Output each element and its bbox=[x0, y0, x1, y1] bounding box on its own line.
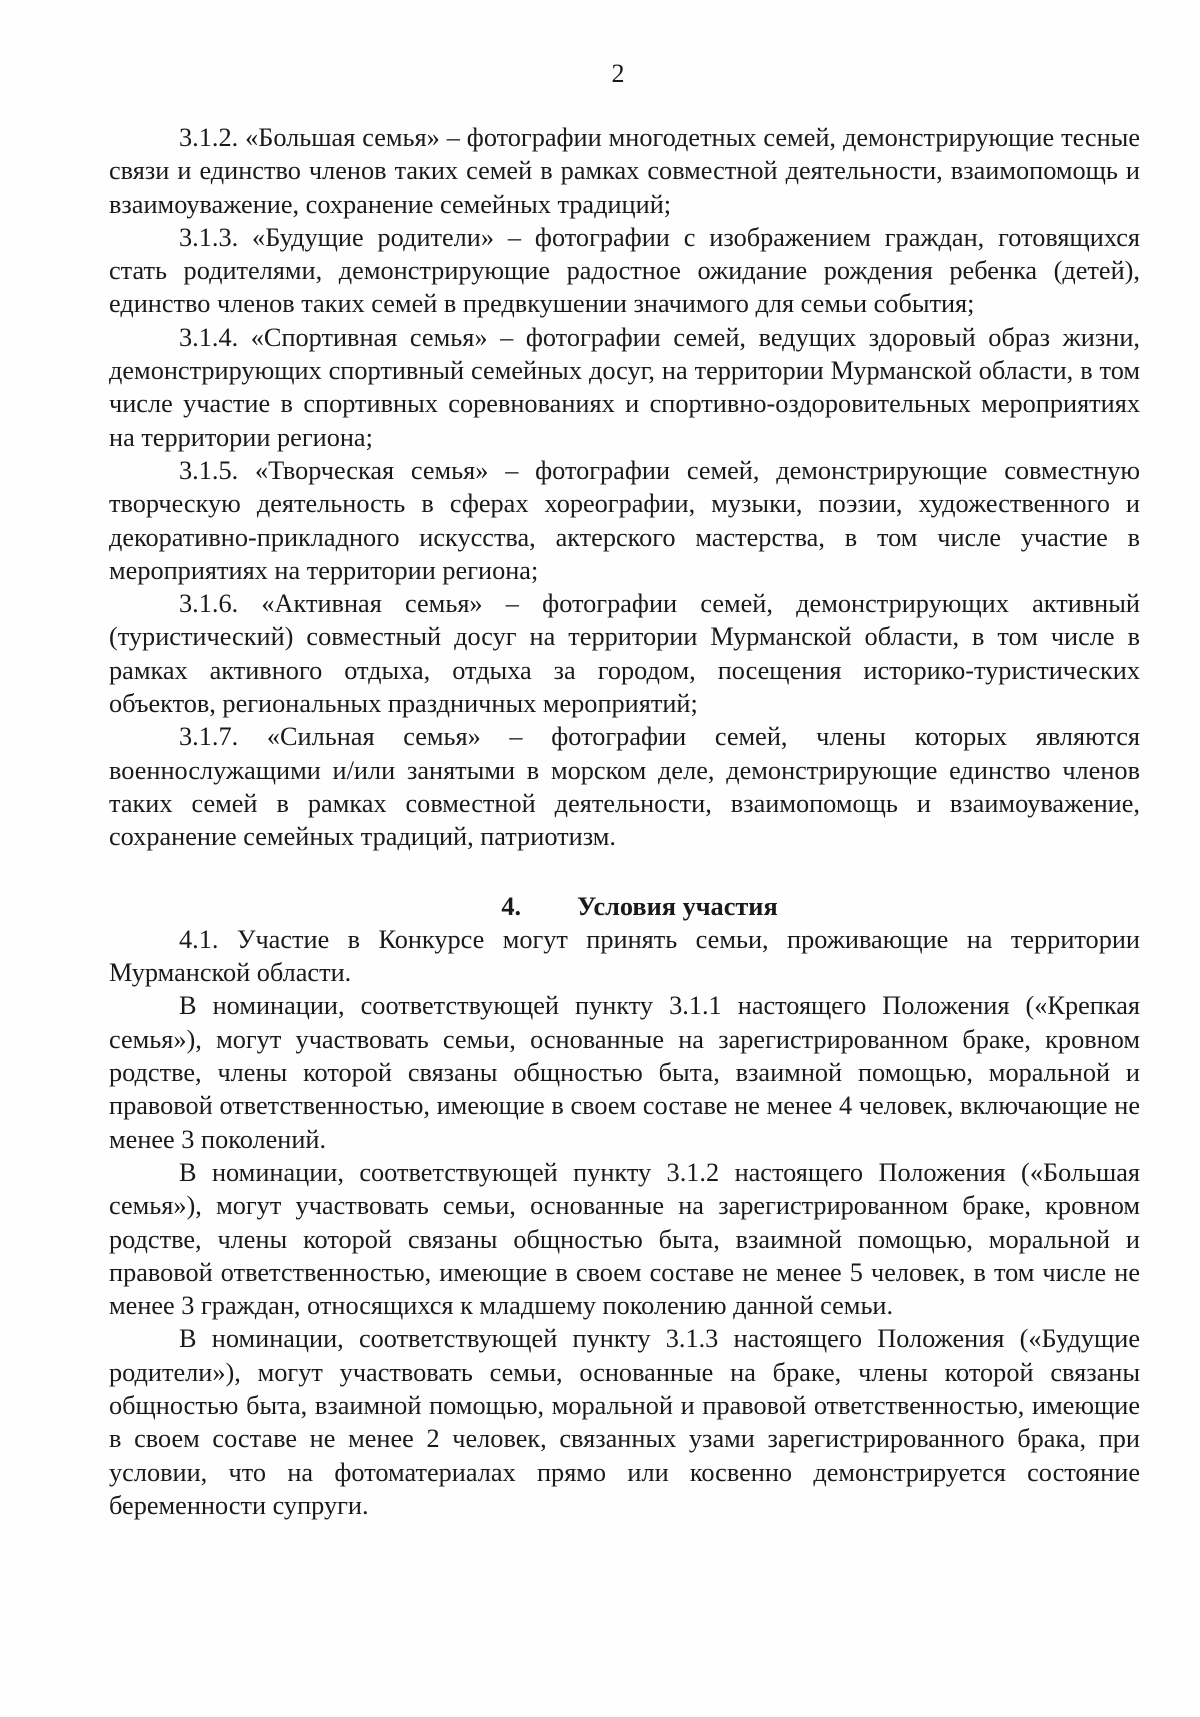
item-3-1-6: 3.1.6. «Активная семья» – фотографии семей, демонстрирующих активный (туристический) совместный досуг на территории Мурманской области, в том числе в рамках активного отдыха, отдыха за городом, посещения историко-туристических объектов, региональных праздничных мероприятий; bbox=[109, 589, 1140, 719]
item-3-1-3: 3.1.3. «Будущие родители» – фотографии с изображением граждан, готовящихся стать родителями, демонстрирующие радостное ожидание рождения ребенка (детей), единство членов таких семей в предвкушении значимого для семьи события; bbox=[109, 222, 1140, 319]
section-4-content bbox=[109, 923, 1140, 1522]
item-3-1-5: 3.1.5. «Творческая семья» – фотографии семей, демонстрирующие совместную творческую деятельность в сферах хореографии, музыки, поэзии, художественного и декоративно-прикладного искусства, актерского мастерства, в том числе участие в мероприятиях на территории региона; bbox=[109, 455, 1140, 585]
paragraph-4-1: 4.1. Участие в Конкурсе могут принять семьи, проживающие на территории Мурманской области. bbox=[109, 924, 1140, 988]
section-4-heading bbox=[109, 890, 1140, 923]
paragraph-nomination-3-1-1: В номинации, соответствующей пункту 3.1.1 настоящего Положения («Крепкая семья»), могут участвовать семьи, основанные на зарегистрированном браке, кровном родстве, члены которой связаны общностью быта, взаимной помощью, моральной и правовой ответственностью, имеющие в своем составе не менее 4 человек, включающие не менее 3 поколений. bbox=[109, 991, 1140, 1154]
item-3-1-2: 3.1.2. «Большая семья» – фотографии многодетных семей, демонстрирующие тесные связи и единство членов таких семей в рамках совместной деятельности, взаимопомощь и взаимоуважение, сохранение семейных традиций; bbox=[109, 123, 1140, 219]
page-number: 2 bbox=[611, 59, 625, 88]
section-4-title: Условия участия bbox=[577, 891, 778, 921]
item-3-1-4: 3.1.4. «Спортивная семья» – фотографии семей, ведущих здоровый образ жизни, демонстрирующих спортивный семейных досуг, на территории Мурманской области, в том числе участие в спортивных соревнованиях и спортивно-оздоровительных мероприятиях на территории региона; bbox=[109, 322, 1140, 452]
section-4-number: 4. bbox=[501, 891, 522, 921]
paragraph-nomination-3-1-2: В номинации, соответствующей пункту 3.1.2 настоящего Положения («Большая семья»), могут участвовать семьи, основанные на зарегистрированном браке, кровном родстве, члены которой связаны общностью быта, взаимной помощью, моральной и правовой ответственностью, имеющие в своем составе не менее 5 человек, в том числе не менее 3 граждан, относящихся к младшему поколению данной семьи. bbox=[109, 1157, 1140, 1321]
section-3-list bbox=[109, 121, 1140, 854]
paragraph-nomination-3-1-3: В номинации, соответствующей пункту 3.1.3 настоящего Положения («Будущие родители»), могут участвовать семьи, основанные на браке, члены которой связаны общностью быта, взаимной помощью, моральной и правовой ответственностью, имеющие в своем составе не менее 2 человек, связанных узами зарегистрированного брака, при условии, что на фотоматериалах прямо или косвенно демонстрируется состояние беременности супруги. bbox=[109, 1324, 1140, 1520]
document-body bbox=[109, 121, 1140, 1522]
item-3-1-7: 3.1.7. «Сильная семья» – фотографии семей, члены которых являются военнослужащими и/или занятыми в морском деле, демонстрирующие единство членов таких семей в рамках совместной деятельности, взаимопомощь и взаимоуважение, сохранение семейных традиций, патриотизм. bbox=[109, 722, 1140, 852]
